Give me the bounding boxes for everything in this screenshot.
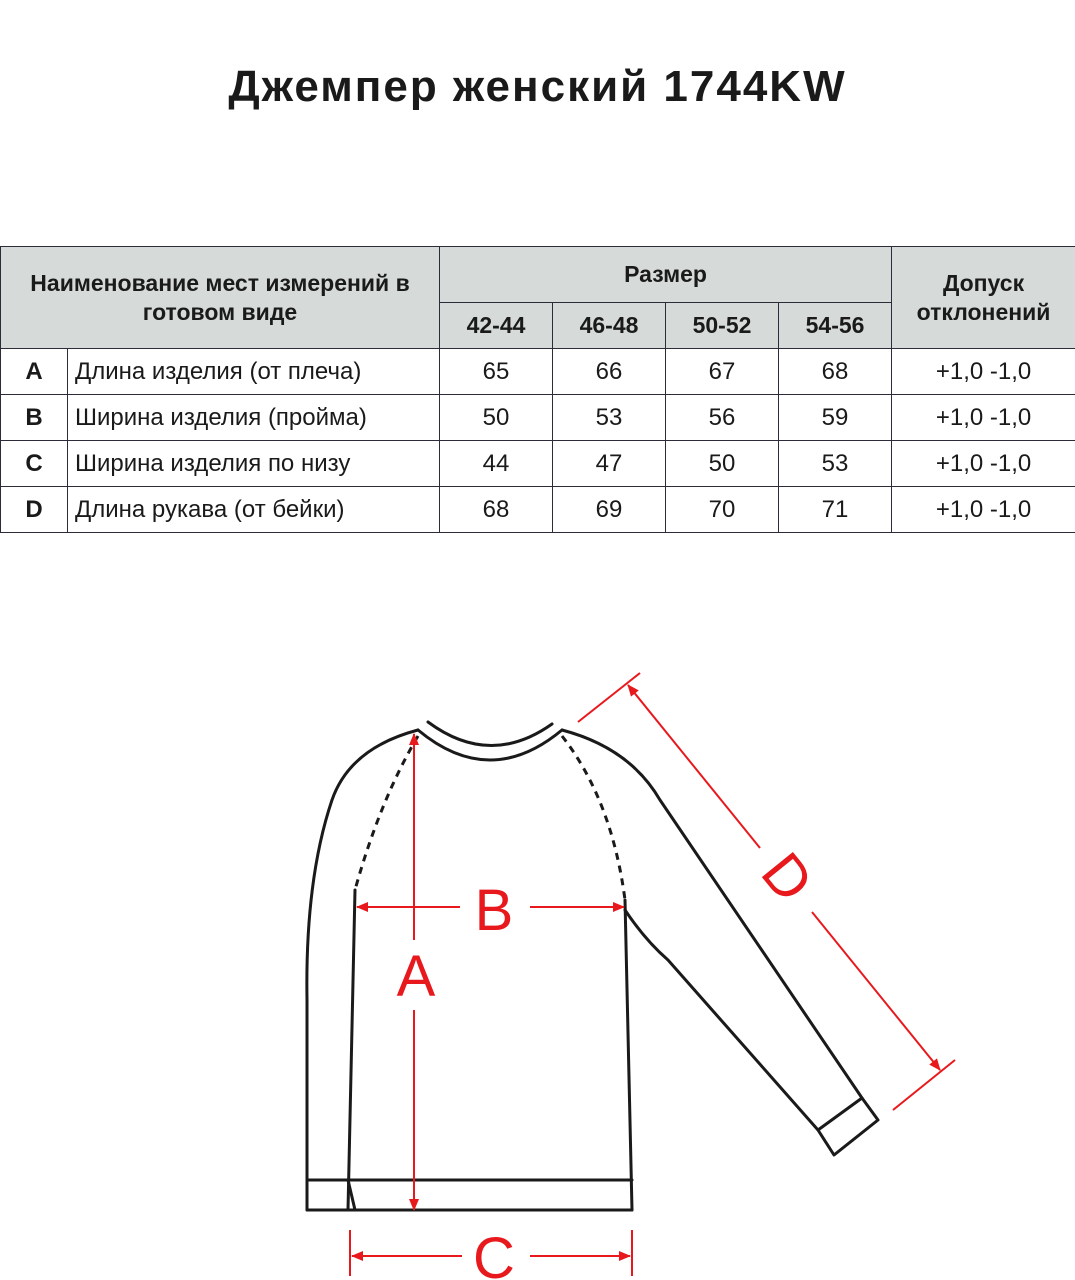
row-value: 47 (553, 441, 666, 487)
row-name: Длина рукава (от бейки) (68, 487, 440, 533)
collar-outer (428, 722, 552, 746)
row-value: 66 (553, 349, 666, 395)
row-value: 53 (553, 395, 666, 441)
row-name: Длина изделия (от плеча) (68, 349, 440, 395)
row-letter: C (1, 441, 68, 487)
measurement-lines (350, 673, 955, 1276)
header-measurement-name: Наименование мест измерений в готовом виде (1, 247, 440, 349)
page-title: Джемпер женский 1744KW (228, 62, 847, 111)
row-value: 50 (666, 441, 779, 487)
row-tolerance: +1,0 -1,0 (892, 395, 1075, 441)
size-column-header: 42-44 (440, 303, 553, 349)
right-raglan-seam (562, 736, 625, 900)
label-d: D (748, 840, 826, 915)
right-sleeve-outer (562, 730, 862, 1098)
row-value: 69 (553, 487, 666, 533)
row-letter: D (1, 487, 68, 533)
size-column-header: 54-56 (779, 303, 892, 349)
row-value: 71 (779, 487, 892, 533)
body-right-side (625, 900, 632, 1210)
row-tolerance: +1,0 -1,0 (892, 349, 1075, 395)
row-value: 50 (440, 395, 553, 441)
row-tolerance: +1,0 -1,0 (892, 487, 1075, 533)
sweater-outline (307, 722, 878, 1210)
body-hem (307, 1180, 632, 1210)
row-value: 59 (779, 395, 892, 441)
label-c: C (473, 1226, 515, 1280)
right-sleeve-cuff (818, 1098, 878, 1155)
row-value: 65 (440, 349, 553, 395)
measure-d-line-top (628, 685, 760, 848)
measure-d-line-bottom (812, 912, 940, 1070)
row-value: 56 (666, 395, 779, 441)
left-sleeve-front (348, 890, 355, 1210)
header-size: Размер (440, 247, 892, 303)
row-value: 68 (779, 349, 892, 395)
row-value: 68 (440, 487, 553, 533)
row-tolerance: +1,0 -1,0 (892, 441, 1075, 487)
row-name: Ширина изделия (пройма) (68, 395, 440, 441)
right-sleeve-inner (625, 910, 818, 1130)
row-letter: B (1, 395, 68, 441)
size-column-header: 50-52 (666, 303, 779, 349)
measure-d-tick-top (578, 673, 640, 722)
size-column-header: 46-48 (553, 303, 666, 349)
row-value: 70 (666, 487, 779, 533)
row-letter: A (1, 349, 68, 395)
row-value: 53 (779, 441, 892, 487)
label-a: A (396, 944, 436, 1009)
header-tolerance: Допуск отклонений (892, 247, 1075, 349)
row-name: Ширина изделия по низу (68, 441, 440, 487)
row-value: 67 (666, 349, 779, 395)
row-value: 44 (440, 441, 553, 487)
left-raglan-seam (355, 736, 418, 890)
measure-d-tick-bottom (893, 1060, 955, 1110)
label-b: B (474, 878, 514, 943)
